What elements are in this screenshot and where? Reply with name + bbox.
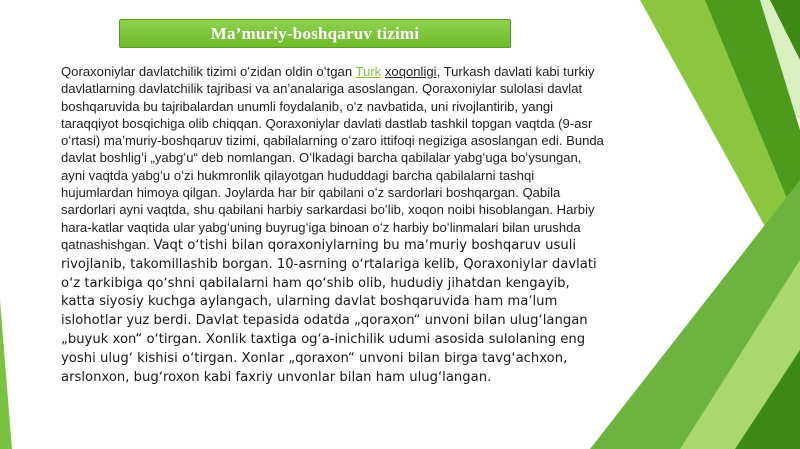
title-banner	[119, 19, 511, 48]
body-paragraph	[61, 63, 606, 386]
turk-link[interactable]: Turk	[355, 64, 382, 79]
paragraph-part1-rest: , Turkash davlati kabi turkiy davlatlarning davlatchilik tajribasi va anʼanalariga asoslangan. Qoraxoniylar sulolasi davlat boshqaruvida bu tajribalardan unumli foydalanib, oʻz navbatida, uni rivojlantirib, yangi taraqqiyot bosqichiga olib chiqqan. Qoraxoniylar davlati dastlab tashkil topgan vaqtda (9-asr oʻrtasi) maʼmuriy-boshqaruv tizimi, qabilalarning oʻzaro ittifoqi negiziga asoslangan edi. Bunda davlat boshligʻi „yabgʻu“ deb nomlangan. Oʻlkadagi barcha qabilalar yabgʻuga boʻysungan, ayni vaqtda yabgʻu oʻzi hukmronlik qilayotgan hududdagi barcha qabilalarni tashqi hujumlardan himoya qilgan. Joylarda har bir qabilani oʻz sardorlari boshqargan. Qabila sardorlari ayni vaqtda, shu qabilani harbiy sarkardasi boʻlib, xoqon noibi hisoblangan. Harbiy hara-katlar vaqtida ular yabgʻuning buyrugʻiga binoan oʻz harbiy boʻlinmalari bilan urushda qatnashishgan.	[61, 64, 604, 252]
paragraph-lead: Qoraxoniylar davlatchilik tizimi oʻzidan oldin oʻtgan	[61, 64, 356, 79]
paragraph-part2: Vaqt oʻtishi bilan qoraxoniylarning bu maʼmuriy boshqaruv usuli rivojlanib, takomillashib borgan. 10-asrning oʻrtalariga kelib, Qoraxoniylar davlati oʻz tarkibiga qoʻshni qabilalarni ham qoʻshib olib, hududiy jihatdan kengayib, katta siyosiy kuchga aylangach, ularning davlat boshqaruvida ham maʼlum islohotlar yuz berdi. Davlat tepasida odatda „qoraxon“ unvoni bilan ulugʻlangan „buyuk xon“ oʻtirgan. Xonlik taxtiga ogʻa-inichilik udumi asosida sulolaning eng yoshi ulugʻ kishisi oʻtirgan. Xonlar „qoraxon“ unvoni bilan birga tavgʻachxon, arslonxon, bugʻroxon kabi faxriy unvonlar bilan ham ulugʻlangan.	[61, 237, 597, 385]
slide-title: Ma’muriy-boshqaruv tizimi	[210, 23, 420, 43]
xoqonligi-link[interactable]: xoqonligi	[384, 64, 437, 79]
left-green-shape	[0, 300, 12, 449]
